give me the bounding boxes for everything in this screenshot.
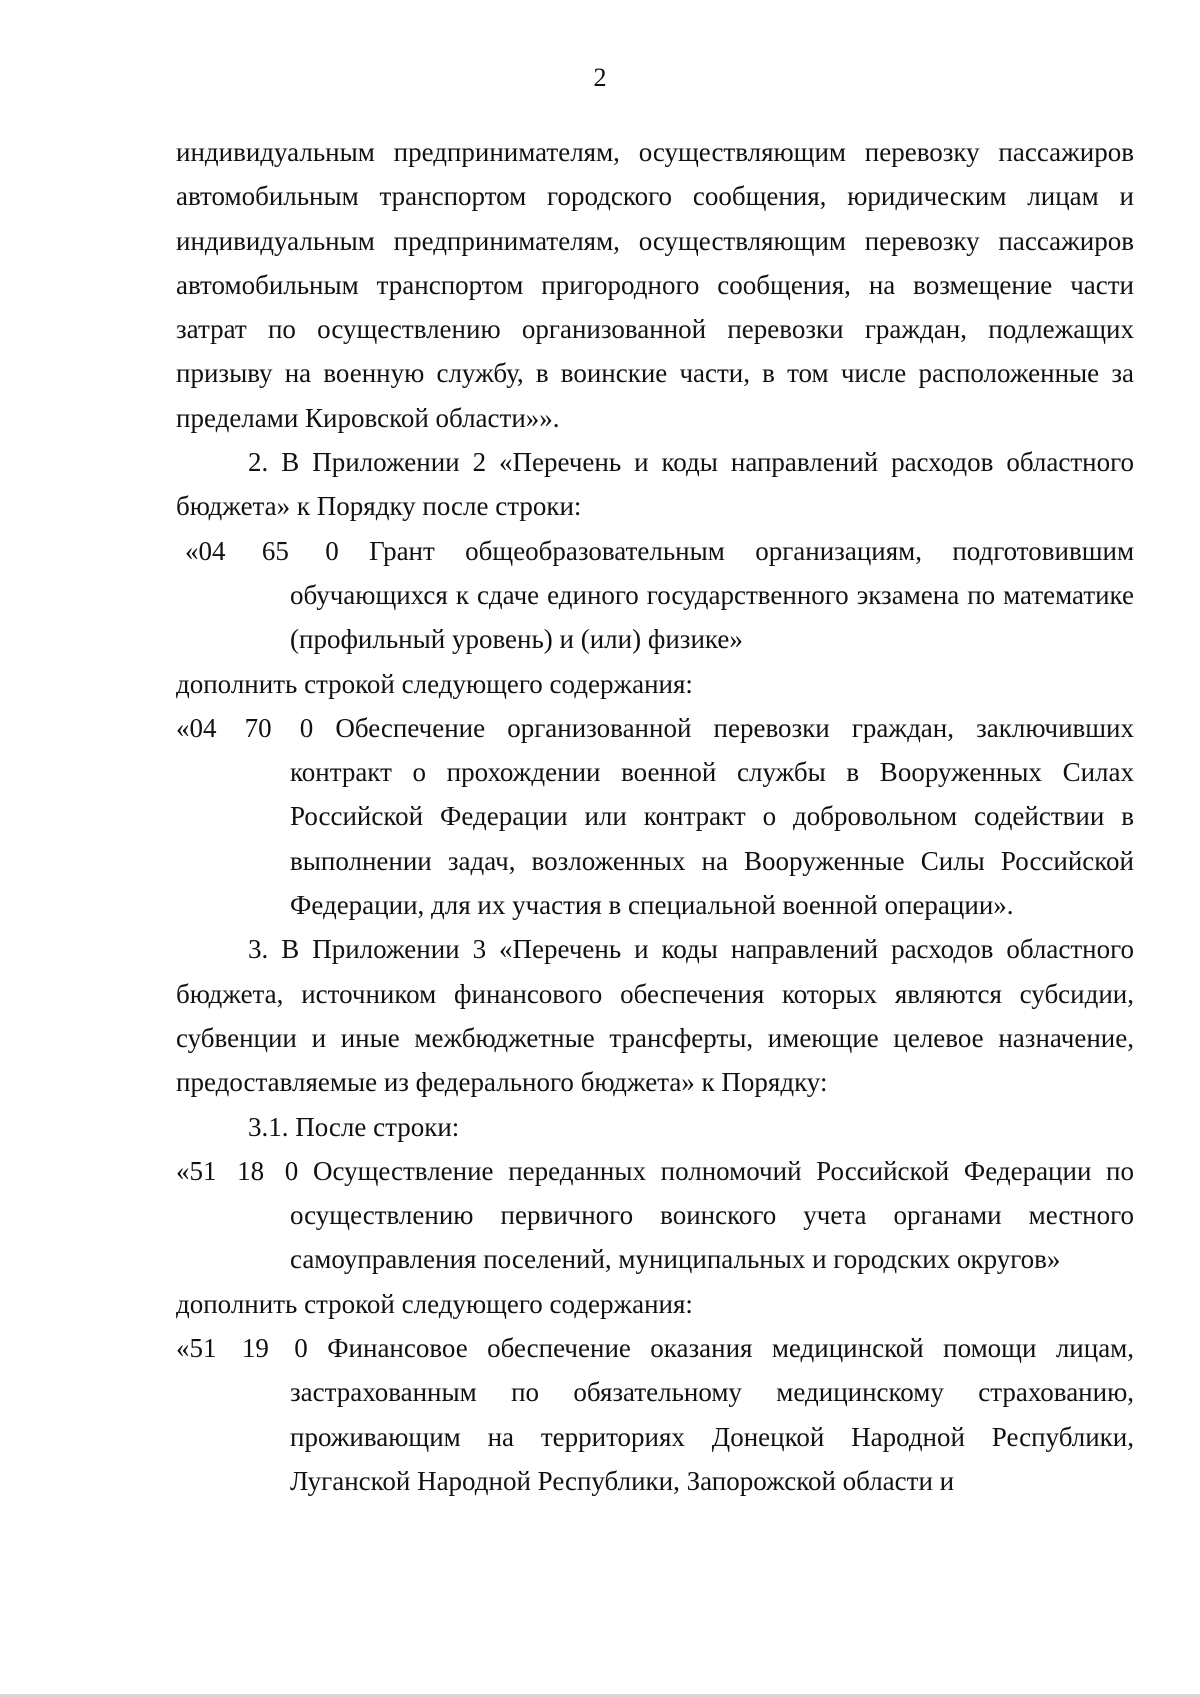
code-entry-04-65-0 — [176, 529, 1134, 662]
intro-paragraph: индивидуальным предпринимателям, осуществляющим перевозку пассажиров автомобильным транспортом городского сообщения, юридическим лицам и индивидуальным предпринимателям, осуществляющим перевозку пассажиров автомобильным транспортом пригородного сообщения, на возмещение части затрат по осуществлению организованной перевозки граждан, подлежащих призыву на военную службу, в воинские части, в том числе расположенные за пределами Кировской области»». — [176, 137, 1134, 433]
subsection-3-1: 3.1. После строки: — [248, 1111, 460, 1142]
code-entry-51-19-0 — [176, 1326, 1134, 1503]
code-description: Осуществление переданных полномочий Российской Федерации по осуществлению первичного воинского учета органами местного самоуправления поселений, муниципальных и городских округов» — [290, 1155, 1134, 1275]
code-description: Грант общеобразовательным организациям, подготовившим обучающихся к сдаче единого государственного экзамена по математике (профильный уровень) и (или) физике» — [290, 535, 1135, 655]
budget-code: «51 18 0 — [176, 1155, 299, 1186]
page-number: 2 — [593, 63, 607, 92]
budget-code: «51 19 0 — [176, 1333, 308, 1364]
code-description: Финансовое обеспечение оказания медицинской помощи лицам, застрахованным по обязательному медицинскому страхованию, проживающим на территориях Донецкой Народной Республики, Луганской Народной Республики, Запорожской области и — [290, 1333, 1135, 1496]
section-2-heading: 2. В Приложении 2 «Перечень и коды направлений расходов областного бюджета» к Порядку после строки: — [176, 447, 1134, 522]
code-description: Обеспечение организованной перевозки граждан, заключивших контракт о прохождении военной службы в Вооруженных Силах Российской Федерации или контракт о добровольном содействии в выполнении задач, возложенных на Вооруженные Силы Российской Федерации, для их участия в специальной военной операции». — [290, 712, 1135, 921]
budget-code: «04 70 0 — [176, 712, 314, 743]
code-entry-04-70-0 — [176, 706, 1134, 927]
code-entry-51-18-0 — [176, 1149, 1134, 1282]
budget-code: «04 65 0 — [185, 535, 339, 566]
document-body — [176, 130, 1134, 1503]
section-3-heading: 3. В Приложении 3 «Перечень и коды направлений расходов областного бюджета, источником финансового обеспечения которых являются субсидии, субвенции и иные межбюджетные трансферты, имеющие целевое назначение, предоставляемые из федерального бюджета» к Порядку: — [176, 934, 1134, 1098]
supplement-instruction: дополнить строкой следующего содержания: — [176, 668, 693, 699]
supplement-instruction: дополнить строкой следующего содержания: — [176, 1288, 693, 1319]
